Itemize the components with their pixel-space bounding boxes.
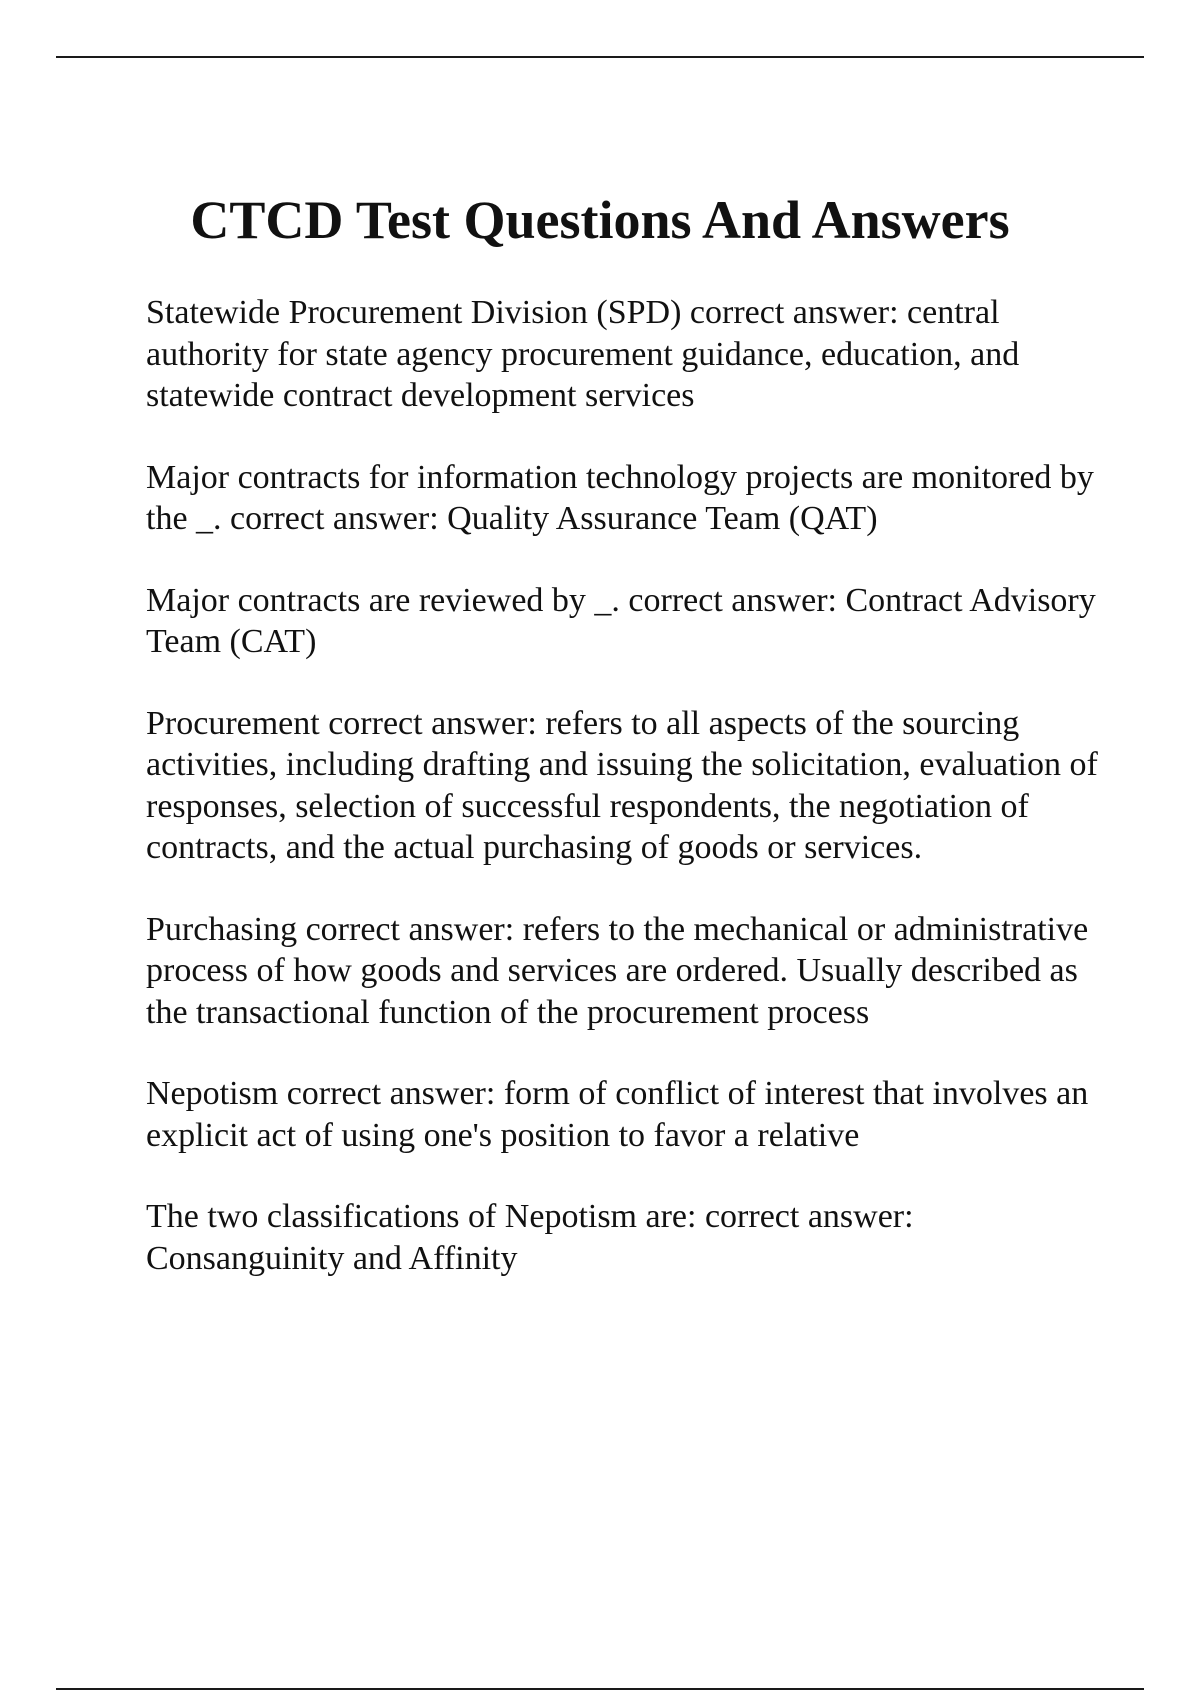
bottom-divider [56,1688,1144,1690]
qa-entry: Nepotism correct answer: form of conflict of interest that involves an explicit act of using one's position to favor a relative [146,1075,1089,1154]
qa-list [146,292,1106,1319]
qa-entry: Major contracts for information technology projects are monitored by the _. correct answer: Quality Assurance Team (QAT) [146,458,1094,537]
qa-entry: Procurement correct answer: refers to all aspects of the sourcing activities, including drafting and issuing the solicitation, evaluation of responses, selection of successful respondents, the negotiation of contracts, and the actual purchasing of goods or services. [146,704,1098,866]
qa-entry: The two classifications of Nepotism are: correct answer: Consanguinity and Affinity [146,1198,914,1277]
top-divider [56,56,1144,58]
qa-entry: Major contracts are reviewed by _. correct answer: Contract Advisory Team (CAT) [146,581,1096,660]
qa-entry: Statewide Procurement Division (SPD) correct answer: central authority for state agency procurement guidance, education, and statewide contract development services [146,294,1020,414]
qa-entry: Purchasing correct answer: refers to the mechanical or administrative process of how goods and services are ordered. Usually described as the transactional function of the procurement process [146,910,1089,1031]
document-title: CTCD Test Questions And Answers [190,190,1010,250]
